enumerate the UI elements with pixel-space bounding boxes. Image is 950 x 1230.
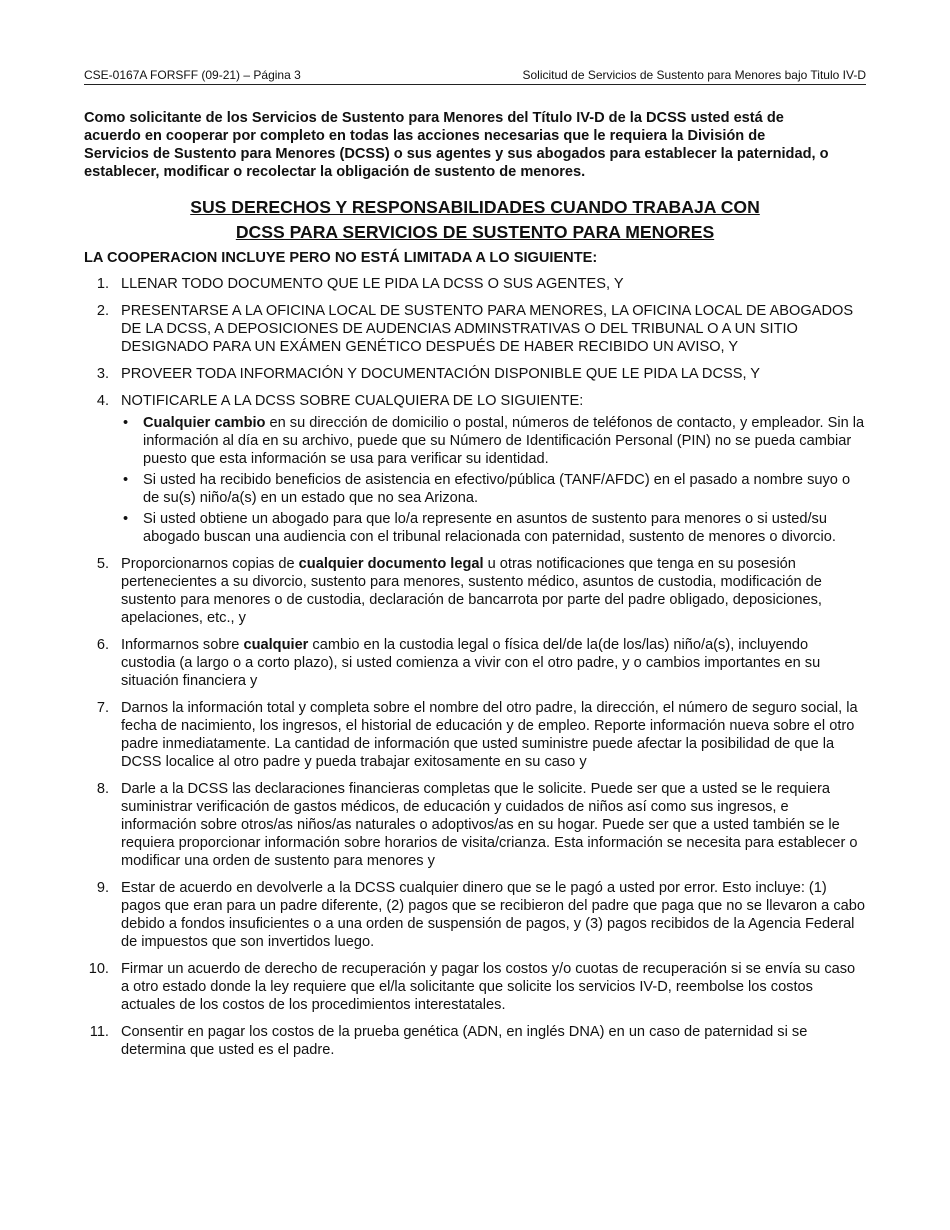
item-text: Estar de acuerdo en devolverle a la DCSS cualquier dinero que se le pagó a usted por error. Esto incluye: (1) pagos que eran para un padre diferente, (2) pagos que se recibieron del padre que paga que no se llevaron a cabo debido a fondos insuficientes o a una orden de suspensión de pagos, y (3) pagos recibidos de la Agencia Federal de impuestos que son invertidos luego. (121, 880, 866, 950)
item-text-bold: cualquier (243, 637, 309, 653)
item-number: 4. (96, 393, 109, 409)
item-text-bold: cualquier documento legal (298, 556, 484, 572)
item-number: 7. (96, 700, 109, 716)
bullet-item (121, 510, 866, 546)
item-number: 1. (96, 276, 109, 292)
section-title (84, 195, 866, 245)
item-text: Firmar un acuerdo de derecho de recuperación y pagar los costos y/o cuotas de recuperación si se envía su caso a otro estado donde la ley requiere que el/la solicitante que solicite los servicios IV-D, reembolse los costos actuales de los costos de los procedimientos interestatales. (121, 961, 856, 1013)
notification-bullets (121, 414, 866, 546)
item-number: 8. (96, 781, 109, 797)
item-number: 11. (89, 1024, 109, 1040)
item-number: 6. (96, 637, 109, 653)
item-number: 3. (96, 366, 109, 382)
bullet-text: Si usted obtiene un abogado para que lo/a represente en asuntos de sustento para menores o si usted/su abogado buscan una audiencia con el tribunal relacionada con paternidad, sustento de menores o divorcio. (143, 511, 836, 545)
section-title-line-2: DCSS PARA SERVICIOS DE SUSTENTO PARA MENORES (235, 222, 715, 242)
item-text: PRESENTARSE A LA OFICINA LOCAL DE SUSTENTO PARA MENORES, LA OFICINA LOCAL DE ABOGADOS DE LA DCSS, A DEPOSICIONES DE AUDENCIAS ADMINSTRATIVAS O DEL TRIBUNAL O A UN SITIO DESIGNADO PARA UN EXÁMEN GENÉTICO DESPUÉS DE HABER RECIBIDO UN AVISO, Y (121, 303, 854, 355)
item-text-post: u otras notificaciones que tenga en su posesión pertenecientes a su divorcio, sustento para menores, sustento médico, asuntos de custodia, modificación de sustento para menores o de custodia, declaración de bancarrota por parte del padre obligado, deposiciones, apelaciones, etc., y (121, 556, 822, 626)
bullet-dot: • (123, 472, 129, 488)
bullet-item (121, 471, 866, 507)
subheading: LA COOPERACION INCLUYE PERO NO ESTÁ LIMITADA A LO SIGUIENTE: (84, 250, 598, 266)
list-item (84, 392, 866, 546)
item-number: 5. (96, 556, 109, 572)
item-number: 9. (96, 880, 109, 896)
page-header (84, 68, 866, 85)
form-title: Solicitud de Servicios de Sustento para Menores bajo Titulo IV-D (522, 68, 866, 82)
intro-paragraph: Como solicitante de los Servicios de Sustento para Menores del Título IV-D de la DCSS usted está de acuerdo en cooperar por completo en todas las acciones necesarias que le requiera la División de Servicios de Sustento para Menores (DCSS) o sus agentes y sus abogados para establecer la paternidad, o establecer, modificar o recolectar la obligación de sustento de menores. (84, 110, 829, 180)
bullet-text: en su dirección de domicilio o postal, números de teléfonos de contacto, y empleador. Sin la información al día en su archivo, puede que su Número de Identificación Personal (PIN) no se pueda cambiar puesto que esta información se usa para verificar su identidad. (143, 415, 865, 467)
list-item (84, 1023, 866, 1059)
bullet-dot: • (123, 511, 129, 527)
item-text-post: cambio en la custodia legal o física del/de la(de los/las) niño/a(s), incluyendo custodia (a largo o a corto plazo), si usted comienza a vivir con el otro padre, y o cambios importantes en su situación financiera y (121, 637, 821, 689)
list-item (84, 275, 866, 293)
item-text: Consentir en pagar los costos de la prueba genética (ADN, en inglés DNA) en un caso de paternidad si se determina que usted es el padre. (121, 1024, 808, 1058)
list-item (84, 960, 866, 1014)
list-item (84, 879, 866, 951)
list-item (84, 636, 866, 690)
list-item (84, 365, 866, 383)
responsibilities-list (84, 275, 866, 1068)
item-text: LLENAR TODO DOCUMENTO QUE LE PIDA LA DCSS O SUS AGENTES, Y (121, 276, 624, 292)
list-item (84, 699, 866, 771)
item-text-pre: Informarnos sobre (121, 637, 244, 653)
bullet-item (121, 414, 866, 468)
list-item (84, 555, 866, 627)
item-text: Darle a la DCSS las declaraciones financieras completas que le solicite. Puede ser que a usted se le requiera suministrar verificación de gastos médicos, de educación y cuidados de niños así como sus ingresos, e información sobre otros/as niños/as naturales o adoptivos/as en su hogar. Puede ser que a usted también se le requiera proporcionar información sobre horarios de visita/crianza. Esta información se necesita para establecer o modificar una orden de sustento para menores y (121, 781, 858, 869)
item-text-pre: Proporcionarnos copias de (121, 556, 299, 572)
item-text: Darnos la información total y completa sobre el nombre del otro padre, la dirección, el número de seguro social, la fecha de nacimiento, los ingresos, el historial de educación y de empleo. Reporte información nueva sobre el otro padre inmediatamente. La cantidad de información que usted suministre puede afectar la posibilidad de que la DCSS localice al otro padre y pueda trabajar exitosamente en su caso y (121, 700, 858, 770)
bullet-text: Si usted ha recibido beneficios de asistencia en efectivo/pública (TANF/AFDC) en el pasado a nombre suyo o de su(s) niño/a(s) en un estado que no sea Arizona. (143, 472, 851, 506)
item-number: 10. (88, 961, 109, 977)
bullet-bold-text: Cualquier cambio (143, 415, 266, 431)
item-number: 2. (96, 303, 109, 319)
list-item (84, 302, 866, 356)
form-id: CSE-0167A FORSFF (09-21) – Página 3 (84, 68, 301, 82)
section-title-line-1: SUS DERECHOS Y RESPONSABILIDADES CUANDO TRABAJA CON (190, 197, 760, 217)
item-text: PROVEER TODA INFORMACIÓN Y DOCUMENTACIÓN DISPONIBLE QUE LE PIDA LA DCSS, Y (121, 366, 761, 382)
bullet-dot: • (123, 415, 129, 431)
item-text: NOTIFICARLE A LA DCSS SOBRE CUALQUIERA DE LO SIGUIENTE: (121, 393, 584, 409)
list-item (84, 780, 866, 870)
